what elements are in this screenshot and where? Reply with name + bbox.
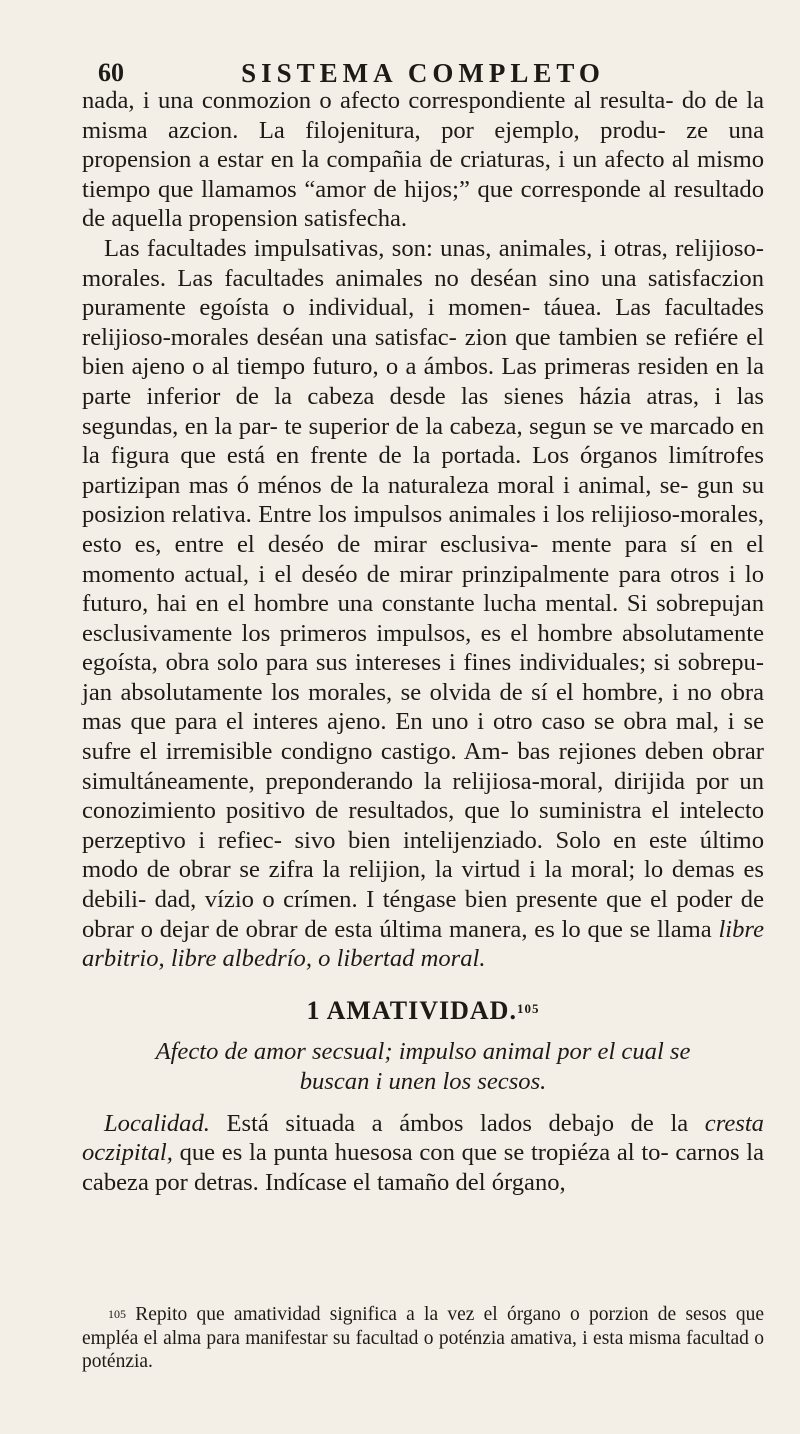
- footnote-reference: 105: [516, 1000, 540, 1016]
- section-heading: [82, 996, 764, 1026]
- paragraph-2-italic: libre arbitrio, libre albedrío, o libertad moral.: [82, 915, 764, 973]
- page-number: 60: [98, 58, 124, 87]
- footnote-body: [82, 1303, 764, 1374]
- definition-line-1: Afecto de amor secsual; impulso animal por el cual se: [155, 1038, 691, 1066]
- locality-paragraph: [82, 1109, 764, 1198]
- footnote: [82, 1303, 764, 1374]
- locality-label: Localidad.: [104, 1109, 210, 1137]
- main-text: [82, 86, 764, 1197]
- paragraph-2-text: Las facultades impulsativas, son: unas, animales, i otras, relijioso-morales. Las facultades animales no deséan sino una satisfaczion puramente egoísta o individual, i momen- táuea. Las facultades relijioso-morales deséan una satisfac- zion que tambien se refiére el bien ajeno o al tiempo futuro, o a ámbos. Las primeras residen en la parte inferior de la cabeza desde las sienes házia atras, i las segundas, en la par- te superior de la cabeza, segun se ve marcado en la figura que está en frente de la portada. Los órganos limítrofes partizipan mas ó ménos de la naturaleza moral i animal, se- gun su posizion relativa. Entre los impulsos animales i los relijioso-morales, esto es, entre el deséo de mirar esclusiva- mente para sí en el momento actual, i el deséo de mirar prinzipalmente para otros i lo futuro, hai en el hombre una constante lucha mental. Si sobrepujan esclusivamente los primeros impulsos, es el hombre absolutamente egoísta, obra solo para sus intereses i fines individuales; si sobrepu- jan absolutamente los morales, se olvida de sí el hombre, i no obra mas que para el interes ajeno. En uno i otro caso se obra mal, i se sufre el irremisible condigno castigo. Am- bas rejiones deben obrar simultáneamente, preponderando la relijiosa-moral, dirijida por un conozimiento positivo de resultados, que lo suministra el intelecto perzeptivo i refiec- sivo bien intelijenziado. Solo en este último modo de obrar se zifra la relijion, la virtud i la moral; lo demas es debili- dad, vízio o crímen. I téngase bien presente que el poder de obrar o dejar de obrar de esta última manera, es lo que se llama: [82, 234, 764, 943]
- section-heading-text: 1 AMATIVIDAD.: [306, 995, 517, 1025]
- footnote-text: Repito que amatividad significa a la vez el órgano o porzion de sesos que empléa el alma para manifestar su facultad o poténzia amativa, i esta misma facultad o poténzia.: [82, 1304, 765, 1372]
- locality-text-2: que es la punta huesosa con que se tropiéza al to- carnos la cabeza por detras. Indícase el tamaño del órgano,: [82, 1139, 764, 1196]
- paragraph-2: [82, 234, 764, 974]
- section-definition: [82, 1037, 764, 1096]
- definition-line-2: buscan i unen los secsos.: [299, 1068, 547, 1095]
- footnote-marker: 105: [108, 1307, 126, 1321]
- locality-text-1: Está situada a ámbos lados debajo de la: [226, 1109, 689, 1137]
- paragraph-1: nada, i una conmozion o afecto correspondiente al resulta- do de la misma azcion. La filojenitura, por ejemplo, produ- ze una propension a estar en la compañia de criaturas, i un afecto al mismo tiempo que llamamos “amor de hijos;” que corresponde al resultado de aquella propension satisfecha.: [82, 87, 764, 233]
- book-title: SISTEMA COMPLETO: [241, 58, 605, 88]
- locality-italic: cresta oczipital,: [82, 1109, 764, 1167]
